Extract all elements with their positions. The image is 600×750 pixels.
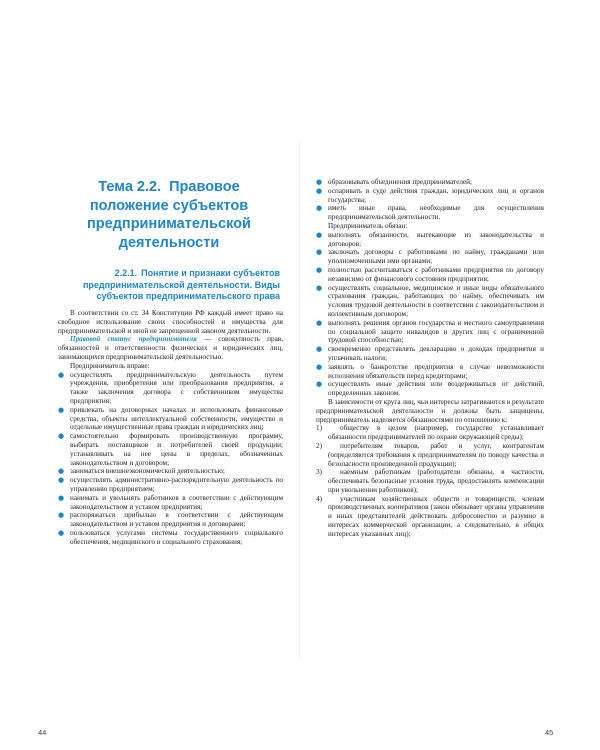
bullet-icon: ● — [58, 432, 65, 441]
left-text-column — [58, 309, 283, 547]
list-item: 2) потребителям товаров, работ и услуг, контрагентам (определяются требования к предпринимателям по поводу качества и безопасности произведенной продукции); — [316, 441, 544, 468]
duties-list — [316, 231, 544, 398]
rights-intro: Предприниматель вправе: — [70, 361, 150, 370]
list-item: ● самостоятельно формировать производственную программу, выбирать поставщиков и потребителей своей продукции; устанавливать на нее цены в пределах, обозначенных законодательством и договором; — [58, 432, 283, 467]
bullet-icon: ● — [316, 345, 323, 354]
list-item: ● осуществлять иные действия или воздерживаться от действий, определенных законом. — [316, 380, 544, 398]
list-item: ● полностью рассчитываться с работниками предприятия по договору независимо от финансового состояния предприятия; — [316, 265, 544, 283]
right-text-column — [316, 178, 544, 539]
chapter-title: Правовое положение субъектов предпринимательской деятельности — [87, 179, 251, 251]
list-item: ● своевременно представлять декларацию о доходах предприятия и уплачивать налоги; — [316, 345, 544, 362]
chapter-number: Тема 2.2. — [98, 179, 162, 195]
numbered-list — [316, 424, 544, 538]
list-item: ● привлекать на договорных началах и использовать финансовые средства, объекты интеллектуальной собственности, имущество и отдельные имущественные права граждан и юридических лиц; — [58, 405, 283, 432]
bullet-icon: ● — [58, 467, 65, 476]
list-item: ● осуществлять социальное, медицинское и иные виды обязательного страхования граждан, работающих по найму, обеспечивать им условия трудовой деятельности в соответствии с законодательством и коллективным договором; — [316, 283, 544, 318]
bullet-icon: ● — [58, 511, 65, 520]
bullet-icon: ● — [316, 204, 323, 213]
list-item: ● нанимать и увольнять работников в соответствии с действующим законодательством и уставом предприятия; — [58, 493, 283, 511]
paragraph-dependency: В зависимости от круга лиц, чьи интересы затрагиваются в результате предпринимательской деятельности и должны быть защищены, предприниматель наделяется обязанностями по отношению к: — [316, 397, 544, 424]
duties-intro: Предприниматель обязан: — [328, 221, 408, 230]
list-item: 4) участникам хозяйственных обществ и товариществ, членам производственных кооперативов (закон обязывает органы управления и иных представителей действовать добросовестно и разумно в интересах коммерческой организации, а следовательно, в общих интересах указанных лиц); — [316, 494, 544, 538]
list-item: ● выполнять решения органов государства и местного самоуправления по социальной защите инвалидов и других лиц с ограниченной трудовой способностью; — [316, 318, 544, 345]
list-item: ● оспаривать в суде действия граждан, юридических лиц и органов государства; — [316, 186, 544, 204]
rights-list-continued — [316, 178, 544, 222]
rights-list — [58, 371, 283, 547]
bullet-icon: ● — [58, 370, 65, 379]
bullet-icon: ● — [316, 248, 323, 257]
bullet-icon: ● — [316, 362, 323, 371]
bullet-icon: ● — [316, 178, 323, 186]
bullet-icon: ● — [58, 493, 65, 502]
bullet-icon: ● — [316, 186, 323, 195]
list-item: ● иметь иные права, необходимые для осуществления предпринимательской деятельности. — [316, 204, 544, 222]
list-item: ● распоряжаться прибылью в соответствии с действующим законодательством и уставом предприятия и договорами; — [58, 511, 283, 529]
page-number-right: 45 — [545, 728, 554, 737]
list-item: ● заключать договоры с работниками по найму, гражданами или уполномоченными ими органами; — [316, 248, 544, 266]
bullet-icon: ● — [316, 230, 323, 239]
bullet-icon: ● — [316, 318, 323, 327]
list-item: 3) наемным работникам (работодатели обязаны, в частности, обеспечивать безопасные условия труда, предоставлять компенсации при увольнении работников); — [316, 468, 544, 494]
bullet-icon: ● — [316, 265, 323, 274]
item-number: 3) — [316, 468, 322, 477]
term-definition: — совокупность прав, обязанностей и ответственности физических и юридических лиц, занимающихся предпринимательской деятельностью. — [58, 335, 283, 361]
bullet-icon: ● — [58, 405, 65, 414]
list-item: 1) обществу в целом (например, государство устанавливает обязанности предпринимателей по охране окружающей среды); — [316, 424, 544, 442]
item-number: 2) — [316, 441, 322, 450]
bullet-icon: ● — [316, 283, 323, 292]
list-item: ● заявлять о банкротстве предприятия в случае невозможности исполнения обязательств перед кредиторами; — [316, 362, 544, 380]
paragraph-definition — [58, 335, 283, 361]
paragraph-constitution: В соответствии со ст. 34 Конституции РФ каждый имеет право на свободное использование своих способностей и имущества для предпринимательской и иной не запрещенной законом деятельности. — [58, 309, 283, 335]
section-heading — [58, 268, 280, 303]
page-number-left: 44 — [38, 728, 47, 737]
defined-term: Правовой статус предпринимателя — [70, 335, 197, 344]
item-number: 1) — [316, 424, 322, 433]
chapter-heading — [58, 178, 280, 252]
list-item: ● образовывать объединения предпринимателей; — [316, 178, 473, 186]
list-item: ● выполнять обязанности, вытекающие из законодательства и договоров; — [316, 230, 544, 248]
list-item: ● осуществлять предпринимательскую деятельность путем учреждения, приобретения или преобразования предприятия, а также заключения договора с собственником имущества предприятия; — [58, 370, 283, 405]
bullet-icon: ● — [58, 476, 65, 485]
list-item: ● заниматься внешнеэкономической деятельностью; — [58, 467, 225, 476]
bullet-icon: ● — [316, 380, 323, 389]
section-title: Понятие и признаки субъектов предпринимательской деятельности. Виды субъектов предпринимательского права — [82, 268, 280, 301]
section-number: 2.2.1. — [114, 268, 138, 278]
list-item: ● осуществлять административно-распорядительную деятельность по управлению предприятием; — [58, 476, 283, 493]
bullet-icon: ● — [58, 528, 65, 537]
item-number: 4) — [316, 494, 322, 503]
list-item: ● пользоваться услугами системы государственного социального обеспечения, медицинского и социального страхования; — [58, 528, 283, 546]
